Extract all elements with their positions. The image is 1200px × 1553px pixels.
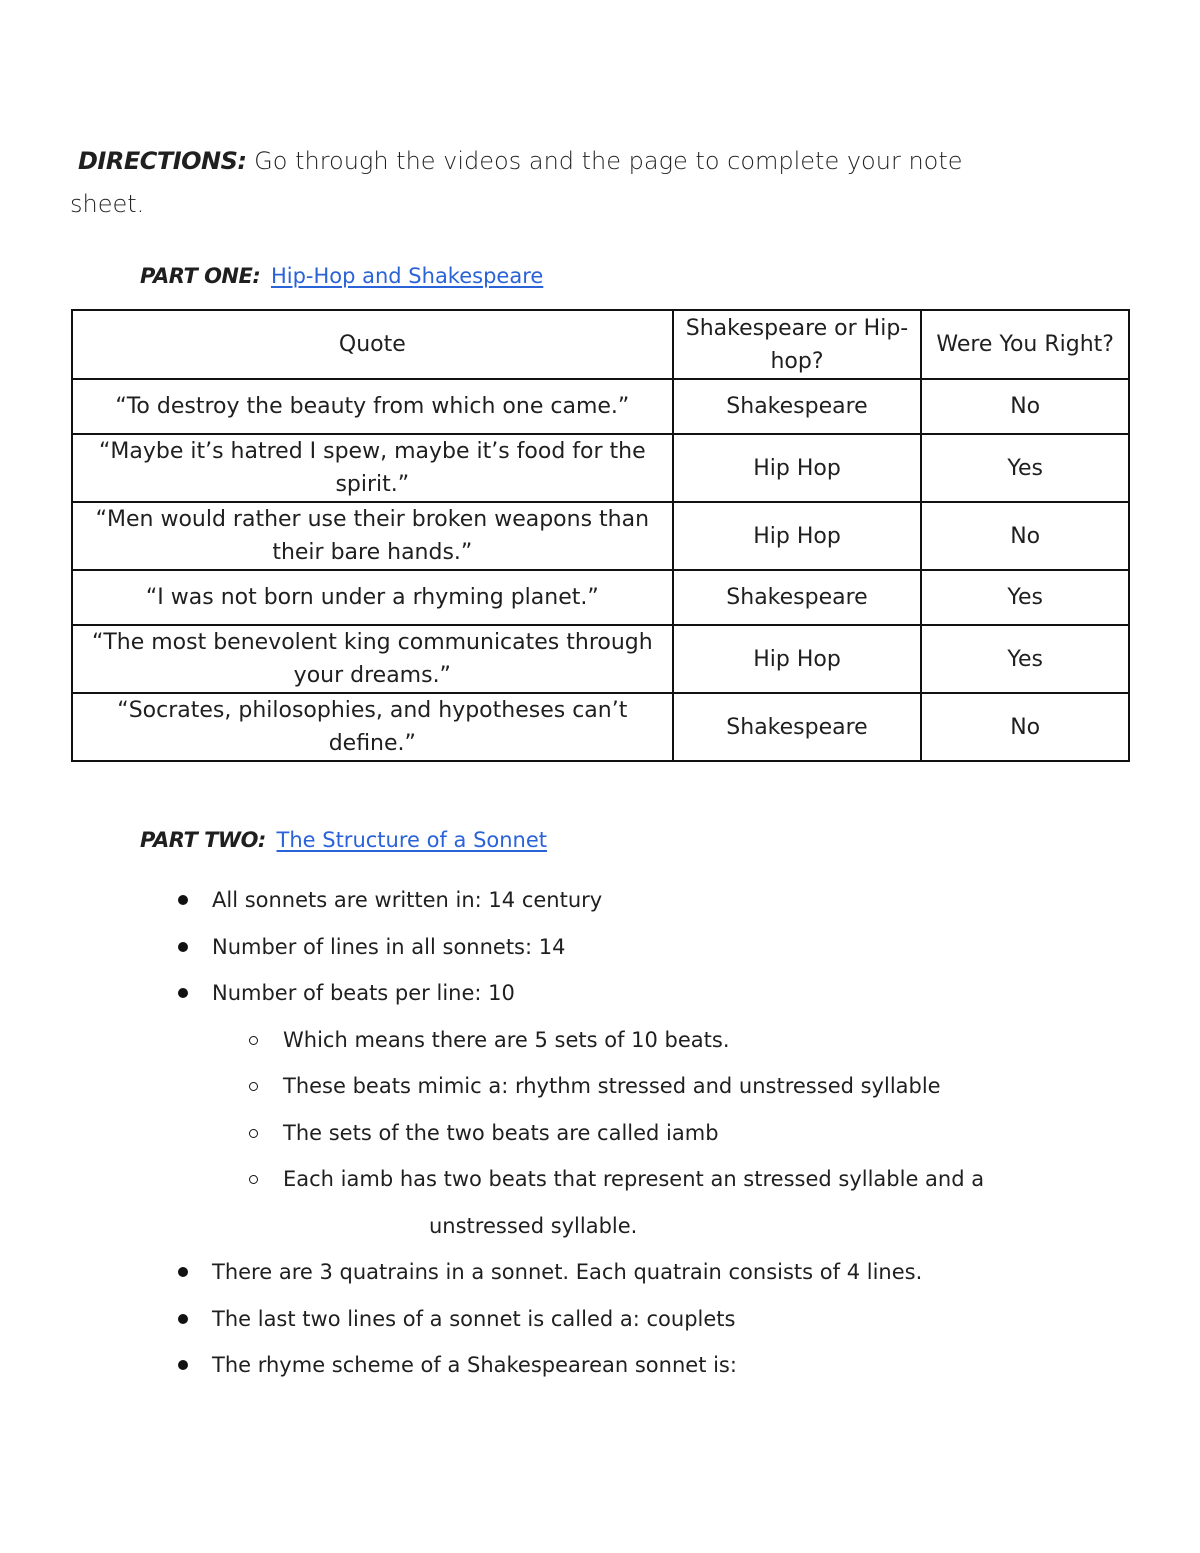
sub-list-item [176, 1113, 1056, 1160]
list-item [176, 1299, 1056, 1346]
part-one-heading [140, 262, 543, 290]
sub-list-item-text: The sets of the two beats are called iamb [283, 1120, 719, 1145]
right-cell: No [921, 502, 1129, 570]
sub-list-item [176, 1066, 1056, 1113]
header-source: Shakespeare or Hip-hop? [673, 310, 922, 379]
table-row [72, 693, 1129, 761]
sub-list-continuation: unstressed syllable. [429, 1213, 638, 1238]
list-item [176, 973, 1056, 1020]
quote-cell: “Men would rather use their broken weapons than their bare hands.” [72, 502, 673, 570]
part-one-link[interactable]: Hip-Hop and Shakespeare [270, 264, 544, 288]
list-item-text: The last two lines of a sonnet is called a: couplets [212, 1306, 736, 1331]
right-cell: Yes [921, 570, 1129, 625]
directions-text: Go through the videos and the page to complete your note sheet. [70, 147, 963, 218]
right-cell: No [921, 693, 1129, 761]
hollow-bullet-icon [249, 1175, 258, 1184]
bullet-icon [178, 1360, 188, 1370]
directions-paragraph [70, 140, 1030, 226]
sub-list-item-text: Each iamb has two beats that represent an stressed syllable and a [283, 1167, 985, 1191]
quote-cell: “The most benevolent king communicates through your dreams.” [72, 625, 673, 693]
quote-cell: “To destroy the beauty from which one came.” [72, 379, 673, 434]
part-two-heading [140, 826, 547, 854]
source-cell: Shakespeare [673, 693, 922, 761]
list-item-text: All sonnets are written in: 14 century [212, 888, 603, 912]
list-item [176, 1345, 1056, 1392]
part-two-label: PART TWO: [140, 828, 266, 852]
bullet-icon [178, 895, 188, 905]
bullet-icon [178, 988, 188, 998]
list-item-text: The rhyme scheme of a Shakespearean sonnet is: [212, 1353, 737, 1377]
list-item [176, 880, 1056, 927]
hollow-bullet-icon [249, 1036, 258, 1045]
bullet-icon [178, 1314, 188, 1324]
table-row [72, 625, 1129, 693]
sonnet-notes-list [176, 880, 1056, 1392]
right-cell: Yes [921, 434, 1129, 502]
source-cell: Hip Hop [673, 434, 922, 502]
source-cell: Shakespeare [673, 379, 922, 434]
list-item [176, 1252, 1056, 1299]
hollow-bullet-icon [249, 1082, 258, 1091]
table-row [72, 379, 1129, 434]
header-right: Were You Right? [921, 310, 1129, 379]
list-item-text: Number of beats per line: 10 [212, 981, 515, 1005]
quote-cell: “Socrates, philosophies, and hypotheses can’t define.” [72, 693, 673, 761]
sub-list-item-text: Which means there are 5 sets of 10 beats. [283, 1027, 730, 1052]
table-row [72, 570, 1129, 625]
source-cell: Hip Hop [673, 625, 922, 693]
quote-table [71, 309, 1130, 762]
bullet-icon [178, 942, 188, 952]
directions-label: DIRECTIONS: [78, 147, 247, 175]
source-cell: Shakespeare [673, 570, 922, 625]
list-item-text: Number of lines in all sonnets: 14 [212, 934, 566, 959]
table-header-row [72, 310, 1129, 379]
quote-cell: “Maybe it’s hatred I spew, maybe it’s food for the spirit.” [72, 434, 673, 502]
part-one-label: PART ONE: [140, 264, 261, 288]
quote-cell: “I was not born under a rhyming planet.” [72, 570, 673, 625]
table-row [72, 434, 1129, 502]
part-two-link[interactable]: The Structure of a Sonnet [276, 828, 548, 852]
bullet-icon [178, 1267, 188, 1277]
list-item-text: There are 3 quatrains in a sonnet. Each quatrain consists of 4 lines. [212, 1260, 923, 1284]
sub-list-item-text: These beats mimic a: rhythm stressed and unstressed syllable [283, 1074, 941, 1098]
right-cell: Yes [921, 625, 1129, 693]
sub-list [176, 1020, 1056, 1253]
table-row [72, 502, 1129, 570]
sub-list-item [176, 1020, 1056, 1067]
sub-list-item [176, 1159, 1056, 1206]
right-cell: No [921, 379, 1129, 434]
list-item [176, 927, 1056, 974]
sub-list-container [176, 1020, 1056, 1253]
header-quote: Quote [72, 310, 673, 379]
source-cell: Hip Hop [673, 502, 922, 570]
hollow-bullet-icon [249, 1129, 258, 1138]
